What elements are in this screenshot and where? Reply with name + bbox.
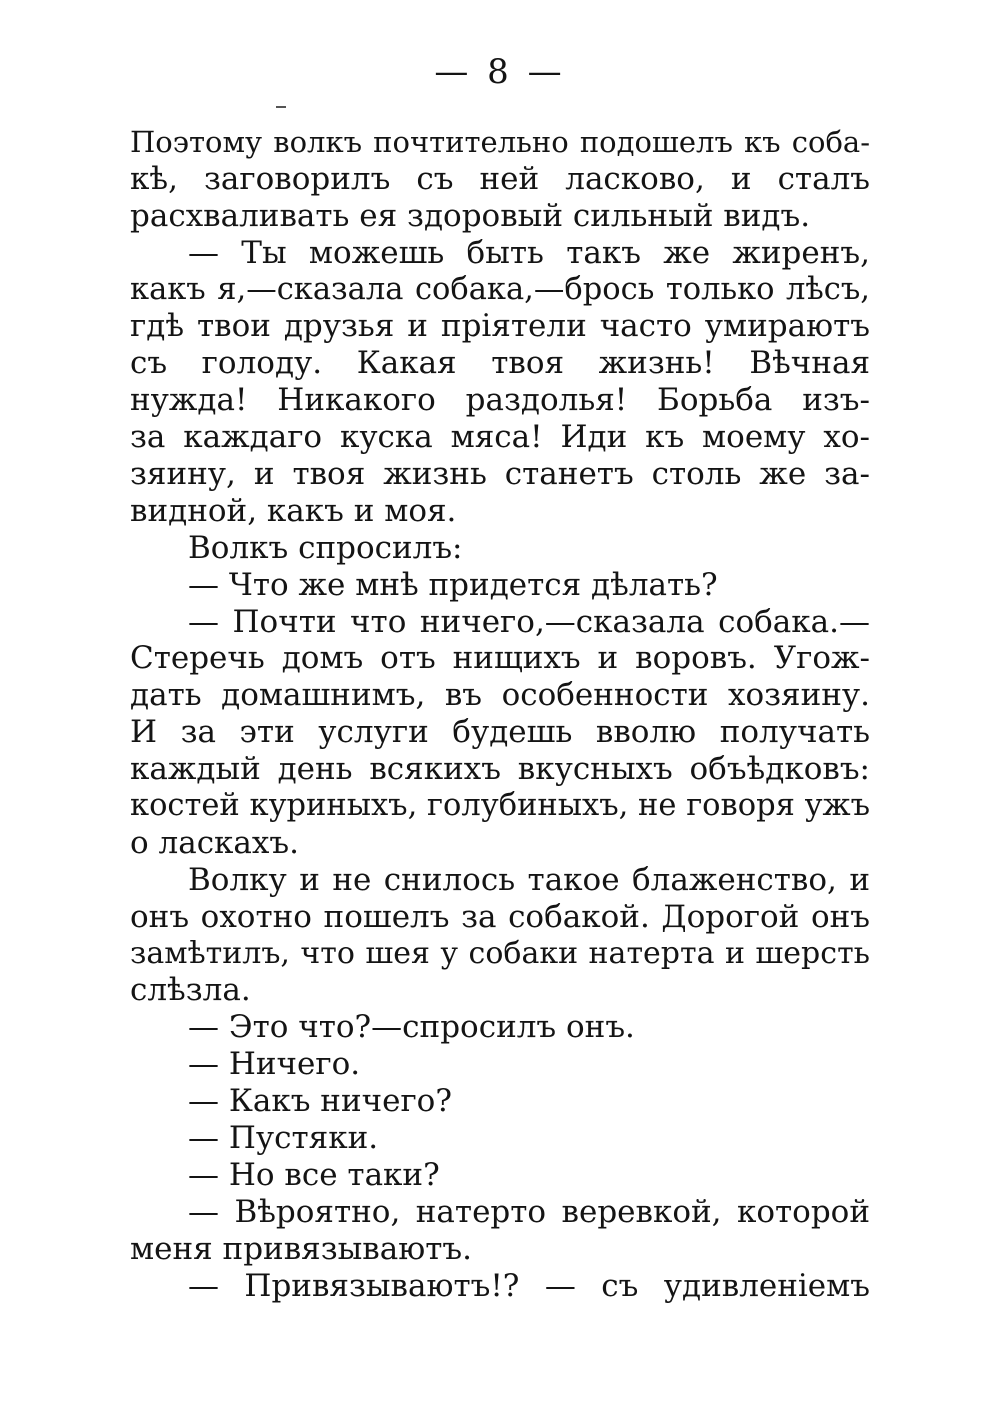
text-line: за каждаго куска мяса! Иди къ моему хо- bbox=[130, 419, 870, 456]
text-line: онъ охотно пошелъ за собакой. Дорогой онъ bbox=[130, 898, 870, 935]
text-line: костей куриныхъ, голубиныхъ, не говоря ужъ bbox=[130, 788, 870, 824]
text-line: зяину, и твоя жизнь станетъ столь же за- bbox=[130, 456, 870, 493]
text-line: слѣзла. bbox=[130, 972, 251, 1009]
text-line: замѣтилъ, что шея у собаки натерта и шерсть bbox=[130, 935, 870, 971]
text-line: кѣ, заговорилъ съ ней ласково, и сталъ bbox=[130, 160, 870, 197]
body-text bbox=[130, 124, 870, 1305]
text-line: — Вѣроятно, натерто веревкой, которой bbox=[188, 1193, 870, 1230]
text-line: гдѣ твои друзья и пріятели часто умираютъ bbox=[130, 308, 870, 345]
text-line: о ласкахъ. bbox=[130, 824, 299, 861]
text-line: — Какъ ничего? bbox=[188, 1083, 452, 1120]
text-line: видной, какъ и моя. bbox=[130, 492, 457, 529]
print-mark bbox=[276, 106, 286, 108]
text-line: нужда! Никакого раздолья! Борьба изъ- bbox=[130, 382, 870, 419]
text-line: — Это что?—спросилъ онъ. bbox=[188, 1009, 635, 1046]
text-line: расхваливать ея здоровый сильный видъ. bbox=[130, 197, 811, 234]
text-line: — Почти что ничего,—сказала собака.— bbox=[188, 603, 870, 640]
text-line: Волку и не снилось такое блаженство, и bbox=[188, 861, 870, 898]
text-line: И за эти услуги будешь вволю получать bbox=[130, 714, 870, 751]
text-line: съ голоду. Какая твоя жизнь! Вѣчная bbox=[130, 345, 870, 382]
text-line: Поэтому волкъ почтительно подошелъ къ соба- bbox=[130, 125, 870, 159]
page-number: — 8 — bbox=[434, 52, 566, 92]
text-line: — Ты можешь быть такъ же жиренъ, bbox=[188, 234, 870, 271]
text-line: меня привязываютъ. bbox=[130, 1230, 472, 1267]
text-line: — Пустяки. bbox=[188, 1120, 379, 1157]
text-line: Волкъ спросилъ: bbox=[188, 529, 463, 566]
text-line: — Что же мнѣ придется дѣлать? bbox=[188, 566, 718, 603]
text-line: дать домашнимъ, въ особенности хозяину. bbox=[130, 677, 870, 714]
text-line: — Ничего. bbox=[188, 1046, 361, 1083]
text-line: каждый день всякихъ вкусныхъ объѣдковъ: bbox=[130, 751, 870, 788]
text-line: — Привязываютъ!? — съ удивленіемъ bbox=[188, 1267, 870, 1304]
text-line: — Но все таки? bbox=[188, 1156, 440, 1193]
text-line: какъ я,—сказала собака,—брось только лѣсъ, bbox=[130, 271, 870, 307]
text-line: Стеречь домъ отъ нищихъ и воровъ. Угож- bbox=[130, 640, 870, 677]
